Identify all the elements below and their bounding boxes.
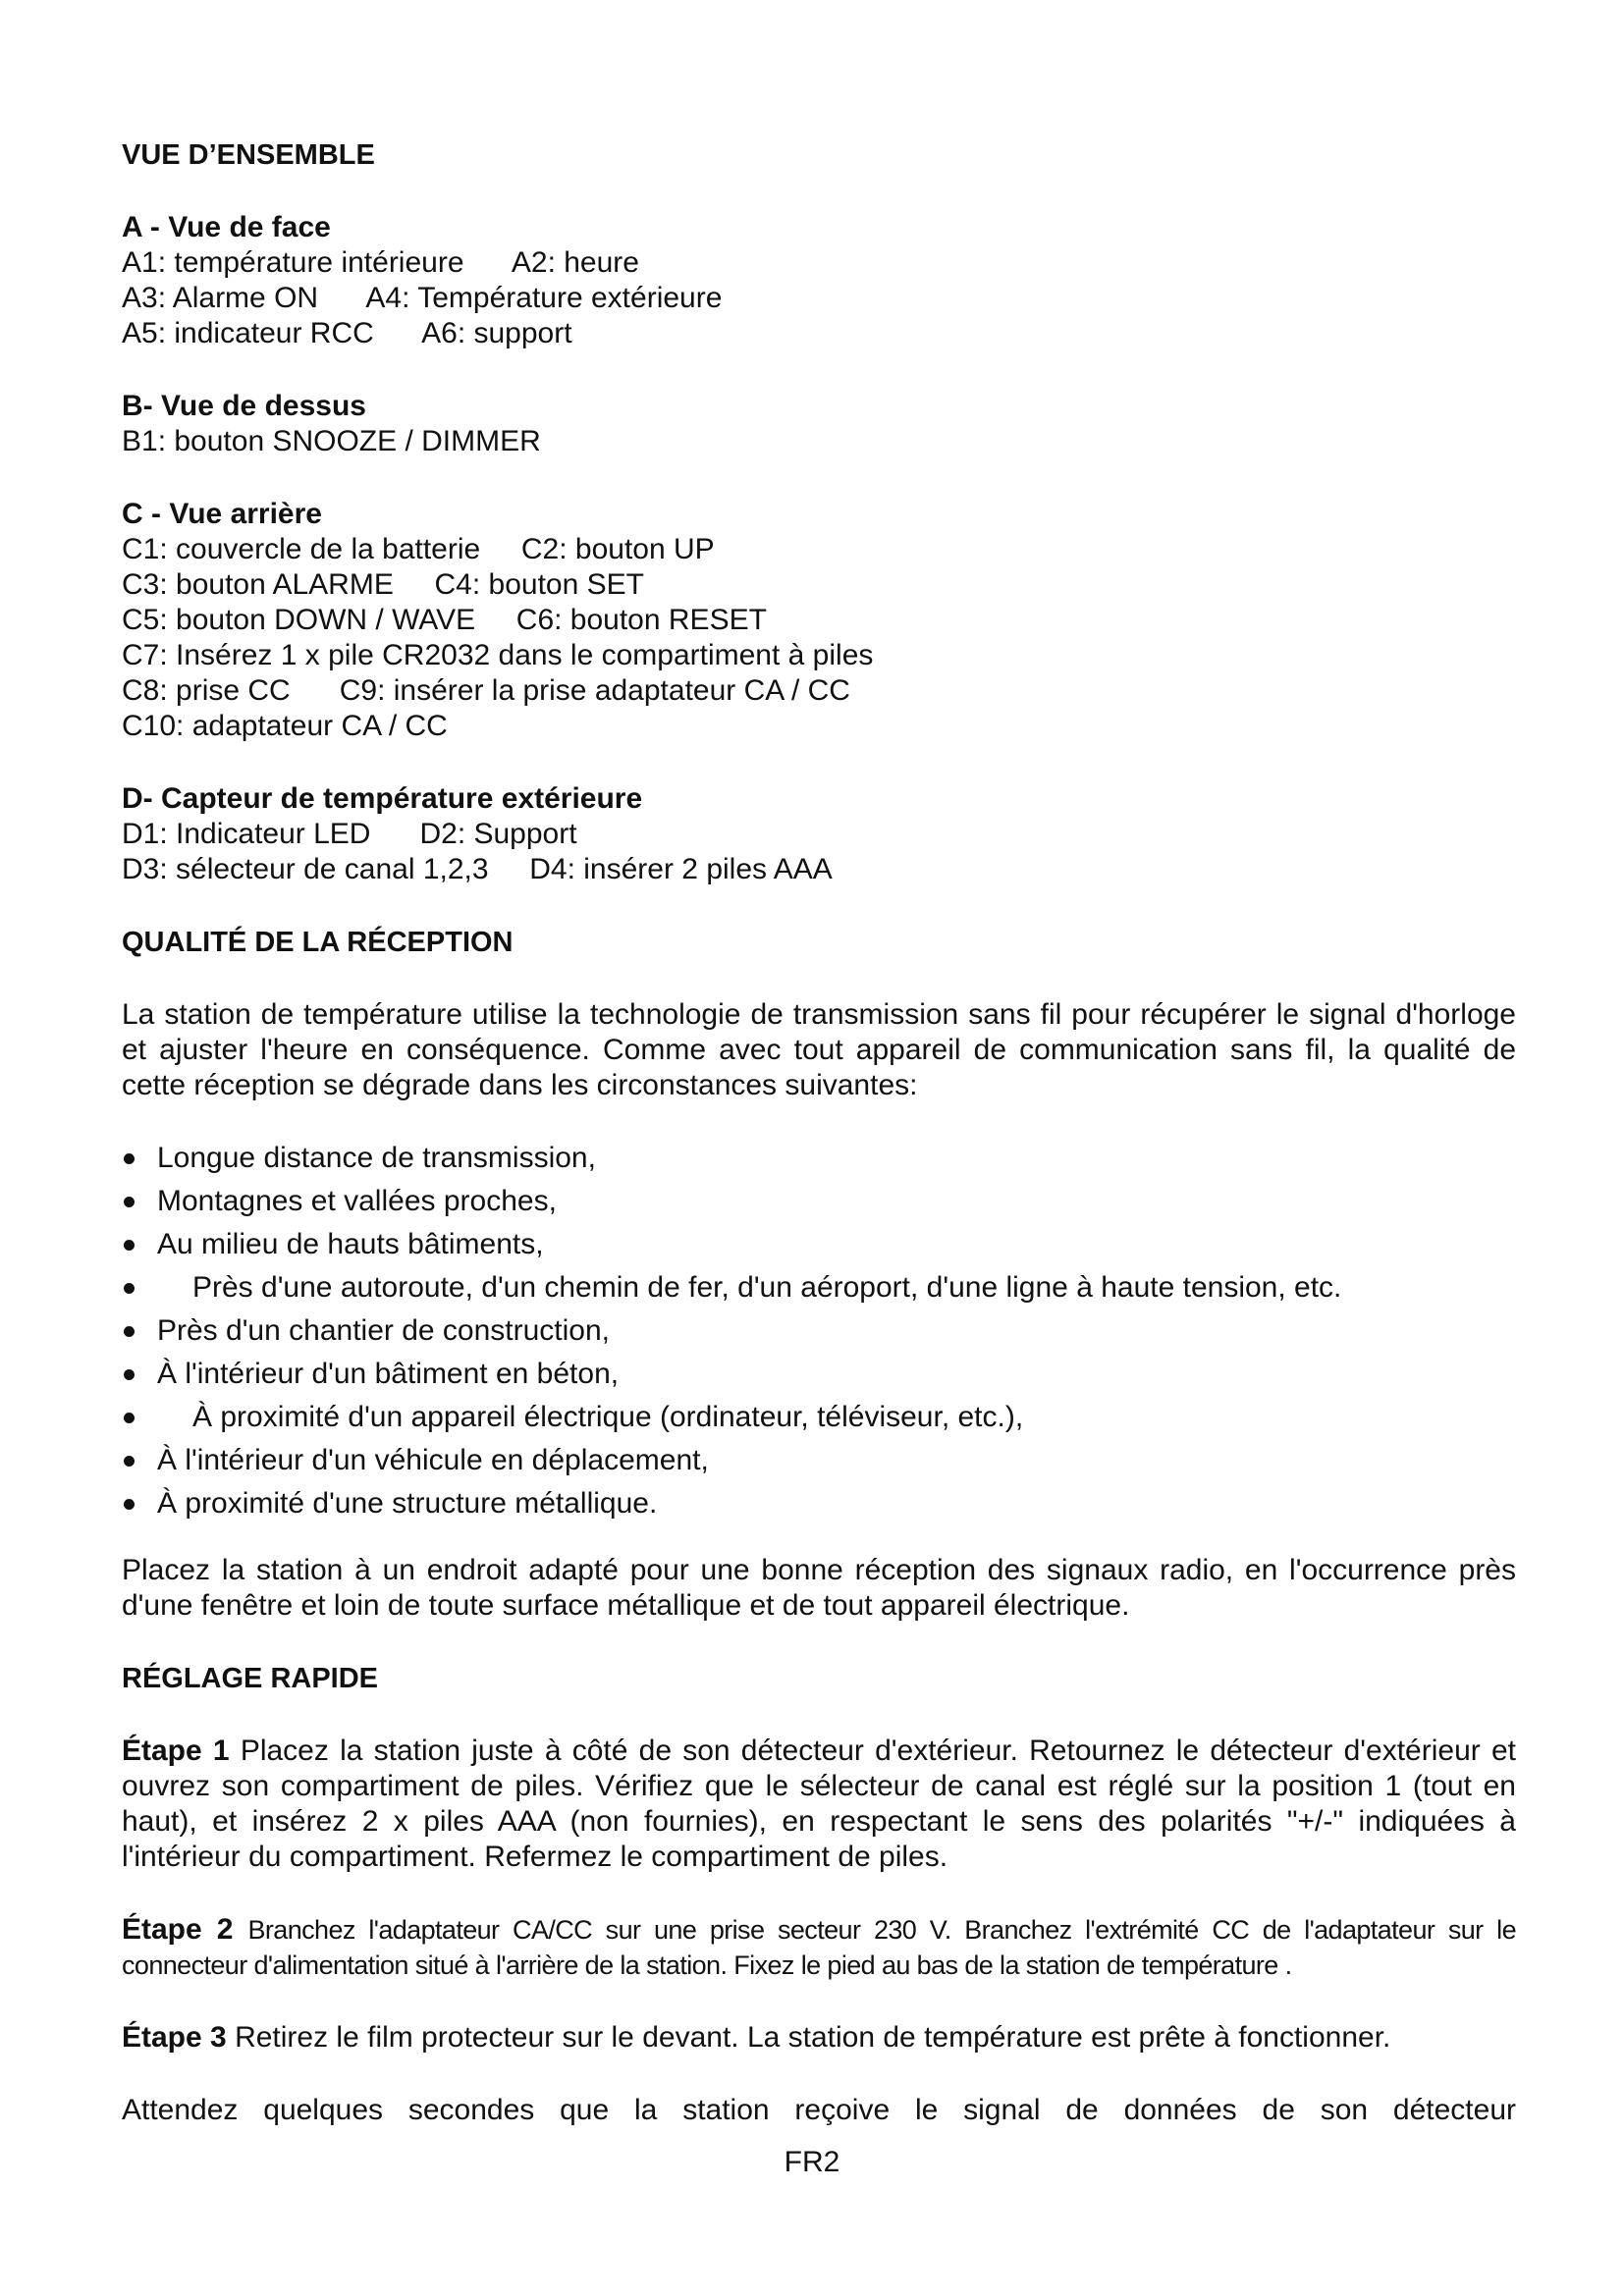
- sensor-line: D1: Indicateur LED D2: Support: [122, 818, 577, 850]
- step-2-label: Étape 2: [122, 1913, 234, 1946]
- back-view-line: C5: bouton DOWN / WAVE C6: bouton RESET: [122, 604, 767, 636]
- bullet-icon: [124, 1369, 135, 1380]
- bullet-icon: [124, 1456, 135, 1467]
- front-view-line: A1: température intérieure A2: heure: [122, 246, 639, 279]
- quick-setup-title: RÉGLAGE RAPIDE: [122, 1663, 379, 1694]
- bullet-icon: [124, 1283, 135, 1294]
- list-item: [122, 1227, 1516, 1262]
- top-view-title: B- Vue de dessus: [122, 390, 366, 422]
- list-item: [122, 1270, 1516, 1306]
- step-1-label: Étape 1: [122, 1735, 230, 1767]
- bullet-icon: [124, 1499, 135, 1510]
- bullet-icon: [124, 1153, 135, 1164]
- sensor-title: D- Capteur de température extérieure: [122, 782, 643, 815]
- bullet-icon: [124, 1413, 135, 1423]
- back-view-line: C7: Insérez 1 x pile CR2032 dans le compartiment à piles: [122, 639, 874, 671]
- back-view-line: C10: adaptateur CA / CC: [122, 710, 448, 742]
- front-view-title: A - Vue de face: [122, 211, 331, 243]
- wait-paragraph: Attendez quelques secondes que la station reçoive le signal de données de son détecteur: [122, 2094, 1516, 2126]
- reception-title: QUALITÉ DE LA RÉCEPTION: [122, 927, 514, 958]
- step-2-paragraph: [122, 1912, 1516, 1983]
- list-item: [122, 1184, 1516, 1219]
- list-item: [122, 1486, 1516, 1522]
- step-2-text: Branchez l'adaptateur CA/CC sur une prise secteur 230 V. Branchez l'extrémité CC de l'adaptateur sur le connecteur d'alimentation situé à l'arrière de la station. Fixez le pied au bas de la station de température .: [122, 1915, 1516, 1980]
- bullet-icon: [124, 1240, 135, 1251]
- sensor-line: D3: sélecteur de canal 1,2,3 D4: insérer 2 piles AAA: [122, 853, 833, 885]
- top-view-line: B1: bouton SNOOZE / DIMMER: [122, 425, 541, 457]
- step-3-label: Étape 3: [122, 2021, 227, 2054]
- reception-intro: La station de température utilise la technologie de transmission sans fil pour récupérer le signal d'horloge et ajuster l'heure en conséquence. Comme avec tout appareil de communication sans fil, la qualité de cette réception se dégrade dans les circonstances suivantes:: [122, 998, 1516, 1101]
- bullet-icon: [124, 1326, 135, 1337]
- list-item-text: Près d'un chantier de construction,: [157, 1314, 610, 1347]
- list-item: [122, 1313, 1516, 1349]
- front-view-line: A5: indicateur RCC A6: support: [122, 317, 572, 349]
- list-item: [122, 1141, 1516, 1176]
- back-view-line: C1: couvercle de la batterie C2: bouton UP: [122, 533, 715, 565]
- list-item: [122, 1357, 1516, 1392]
- back-view-line: C8: prise CC C9: insérer la prise adaptateur CA / CC: [122, 674, 850, 707]
- bullet-icon: [124, 1197, 135, 1207]
- list-item-text: Montagnes et vallées proches,: [157, 1185, 557, 1217]
- back-view-title: C - Vue arrière: [122, 498, 322, 530]
- document-page: [122, 137, 1516, 2128]
- front-view-line: A3: Alarme ON A4: Température extérieure: [122, 282, 723, 314]
- reception-bullet-list: [122, 1141, 1516, 1522]
- step-1-text: Placez la station juste à côté de son détecteur d'extérieur. Retournez le détecteur d'extérieur et ouvrez son compartiment de piles. Vérifiez que le sélecteur de canal est réglé sur la position 1 (tout en haut), et insérez 2 x piles AAA (non fournies), en respectant le sens des polarités "+/-" indiquées à l'intérieur du compartiment. Refermez le compartiment de piles.: [122, 1735, 1516, 1873]
- page-number: FR2: [784, 2146, 840, 2178]
- list-item-text: Au milieu de hauts bâtiments,: [157, 1228, 544, 1260]
- list-item-text: Près d'une autoroute, d'un chemin de fer, d'un aéroport, d'une ligne à haute tension, etc.: [192, 1271, 1342, 1304]
- list-item-text: À proximité d'un appareil électrique (ordinateur, téléviseur, etc.),: [192, 1401, 1024, 1433]
- step-3-text: Retirez le film protecteur sur le devant. La station de température est prête à fonctionner.: [235, 2021, 1391, 2054]
- list-item-text: À proximité d'une structure métallique.: [157, 1487, 658, 1520]
- step-3-paragraph: [122, 2020, 1516, 2056]
- list-item-text: À l'intérieur d'un véhicule en déplacement,: [157, 1444, 709, 1476]
- step-1-paragraph: [122, 1734, 1516, 1875]
- back-view-line: C3: bouton ALARME C4: bouton SET: [122, 568, 644, 601]
- list-item: [122, 1443, 1516, 1478]
- list-item-text: Longue distance de transmission,: [157, 1142, 596, 1174]
- reception-conclusion: Placez la station à un endroit adapté pour une bonne réception des signaux radio, en l'occurrence près d'une fenêtre et loin de toute surface métallique et de tout appareil électrique.: [122, 1554, 1516, 1622]
- list-item: [122, 1400, 1516, 1435]
- list-item-text: À l'intérieur d'un bâtiment en béton,: [157, 1358, 620, 1390]
- overview-title: VUE D’ENSEMBLE: [122, 139, 375, 171]
